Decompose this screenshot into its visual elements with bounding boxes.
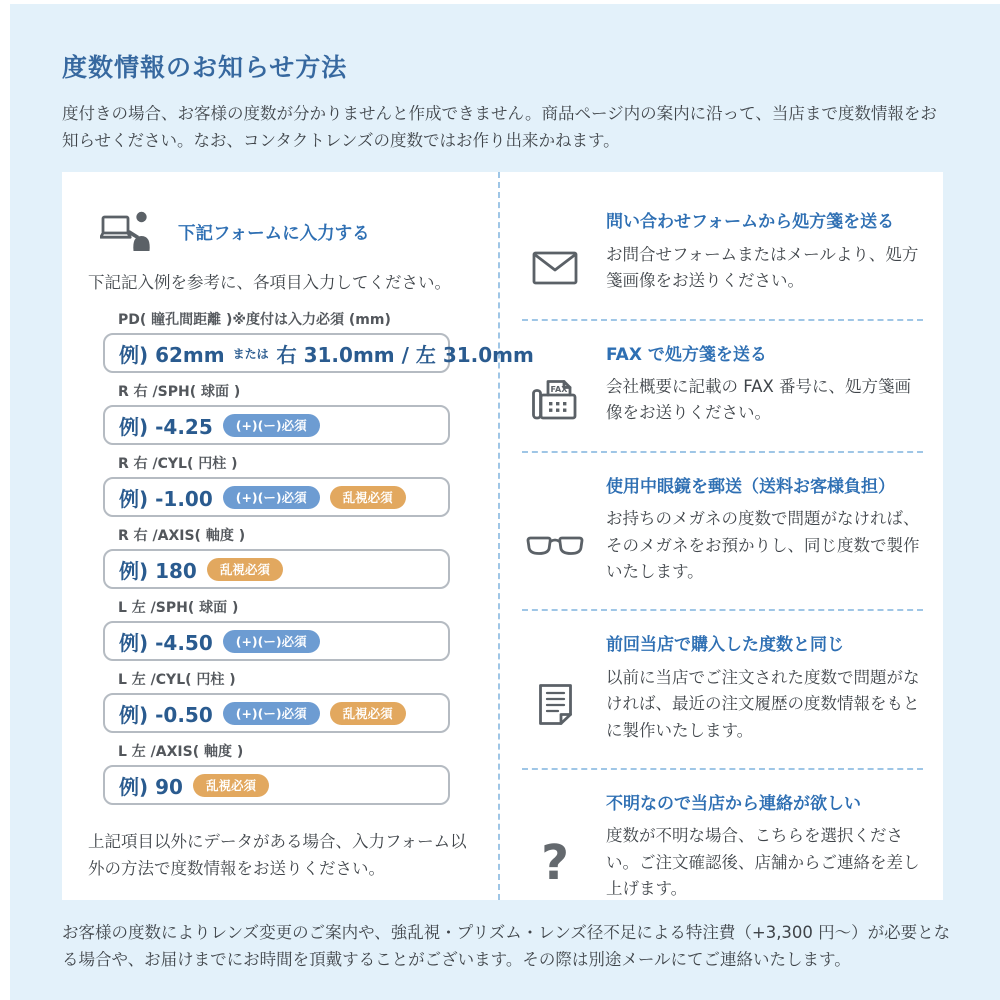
example-value: 例) 62mm <box>119 342 225 367</box>
example-box-l-cyl <box>103 693 450 733</box>
field-label-r-cyl: R 右 /CYL( 円柱 ) <box>118 456 238 473</box>
fax-icon-label: FAX <box>550 384 567 394</box>
example-value: 例) 90 <box>119 774 183 799</box>
page-description: 度付きの場合、お客様の度数が分かりませんと作成できません。商品ページ内の案内に沿って、当店まで度数情報をお知らせください。なお、コンタクトレンズの度数ではお作り出来かねます。 <box>62 104 937 150</box>
field-label-l-cyl: L 左 /CYL( 円柱 ) <box>118 672 236 689</box>
example-value: 例) -4.25 <box>119 414 213 439</box>
method-title: FAX で処方箋を送る <box>606 344 767 365</box>
method-item-previous-order <box>522 635 923 770</box>
method-item-fax <box>522 345 923 453</box>
field-label-l-axis: L 左 /AXIS( 軸度 ) <box>118 744 244 761</box>
example-value: 例) -4.50 <box>119 630 213 655</box>
example-connector: または <box>232 346 269 361</box>
pc-form-icon <box>100 210 152 255</box>
example-value: 例) 180 <box>119 558 197 583</box>
method-title: 前回当店で購入した度数と同じ <box>606 635 844 656</box>
method-body: 度数が不明な場合、こちらを選択ください。ご注文確認後、店舗からご連絡を差し上げます。 <box>606 826 920 899</box>
example-box-r-cyl <box>103 477 450 517</box>
method-body: 会社概要に記載の FAX 番号に、処方箋画像をお送りください。 <box>606 377 912 423</box>
example-box-l-sph <box>103 621 450 661</box>
form-note: 上記項目以外にデータがある場合、入力フォーム以外の方法で度数情報をお送りください。 <box>88 832 467 878</box>
method-title: 問い合わせフォームから処方箋を送る <box>606 212 895 233</box>
method-body: お持ちのメガネの度数で問題がなければ、そのメガネをお預かりし、同じ度数で製作いたします。 <box>606 509 920 581</box>
field-label-r-sph: R 右 /SPH( 球面 ) <box>118 384 241 401</box>
plus-minus-required-badge: (+)(ー)必須 <box>223 630 320 653</box>
envelope-icon <box>522 242 606 295</box>
example-value: 例) -0.50 <box>119 702 213 727</box>
glasses-icon <box>522 506 606 585</box>
fax-icon <box>522 374 606 427</box>
content-card <box>62 172 943 900</box>
page-title: 度数情報のお知らせ方法 <box>62 53 348 82</box>
methods-section <box>500 172 943 900</box>
field-label-r-axis: R 右 /AXIS( 軸度 ) <box>118 528 246 545</box>
plus-minus-required-badge: (+)(ー)必須 <box>223 486 320 509</box>
method-title: 不明なので当店から連絡が欲しい <box>606 793 861 814</box>
field-label-l-sph: L 左 /SPH( 球面 ) <box>118 600 239 617</box>
document-icon <box>522 665 606 744</box>
method-item-unknown <box>522 794 923 901</box>
example-value: 例) -1.00 <box>119 486 213 511</box>
example-box-l-axis <box>103 765 450 805</box>
form-section <box>62 172 534 900</box>
method-item-mail-glasses <box>522 477 923 612</box>
info-section <box>10 4 1000 1000</box>
method-body: お問合せフォームまたはメールより、処方箋画像をお送りください。 <box>606 244 919 291</box>
astigmatism-required-badge: 乱視必須 <box>330 702 406 725</box>
form-section-title: 下記フォームに入力する <box>178 224 370 245</box>
form-fields <box>103 312 534 805</box>
example-box-pd <box>103 333 534 373</box>
plus-minus-required-badge: (+)(ー)必須 <box>223 702 320 725</box>
question-icon <box>522 823 606 900</box>
question-glyph: ? <box>541 834 569 891</box>
method-item-contact-form <box>522 212 923 320</box>
field-label-pd: PD( 瞳孔間距離 )※度付は入力必須 (mm) <box>118 312 391 329</box>
method-body: 以前に当店でご注文された度数で問題がなければ、最近の注文履歴の度数情報をもとに製作いたします。 <box>606 667 920 740</box>
footer-note: お客様の度数によりレンズ変更のご案内や、強乱視・プリズム・レンズ径不足による特注費（+3,300 円～）が必要となる場合や、お届けまでにお時間を頂戴することがございます。その際は別途メールにてご連絡いたします。 <box>62 923 951 970</box>
astigmatism-required-badge: 乱視必須 <box>330 486 406 509</box>
example-box-r-axis <box>103 549 450 589</box>
form-instruction: 下記記入例を参考に、各項目入力してください。 <box>88 273 451 293</box>
astigmatism-required-badge: 乱視必須 <box>207 558 283 581</box>
form-header <box>100 210 474 255</box>
example-box-r-sph <box>103 405 450 445</box>
astigmatism-required-badge: 乱視必須 <box>193 774 269 797</box>
method-title: 使用中眼鏡を郵送（送料お客様負担） <box>606 476 895 497</box>
plus-minus-required-badge: (+)(ー)必須 <box>223 414 320 437</box>
example-value-2: 右 31.0mm / 左 31.0mm <box>276 342 534 367</box>
